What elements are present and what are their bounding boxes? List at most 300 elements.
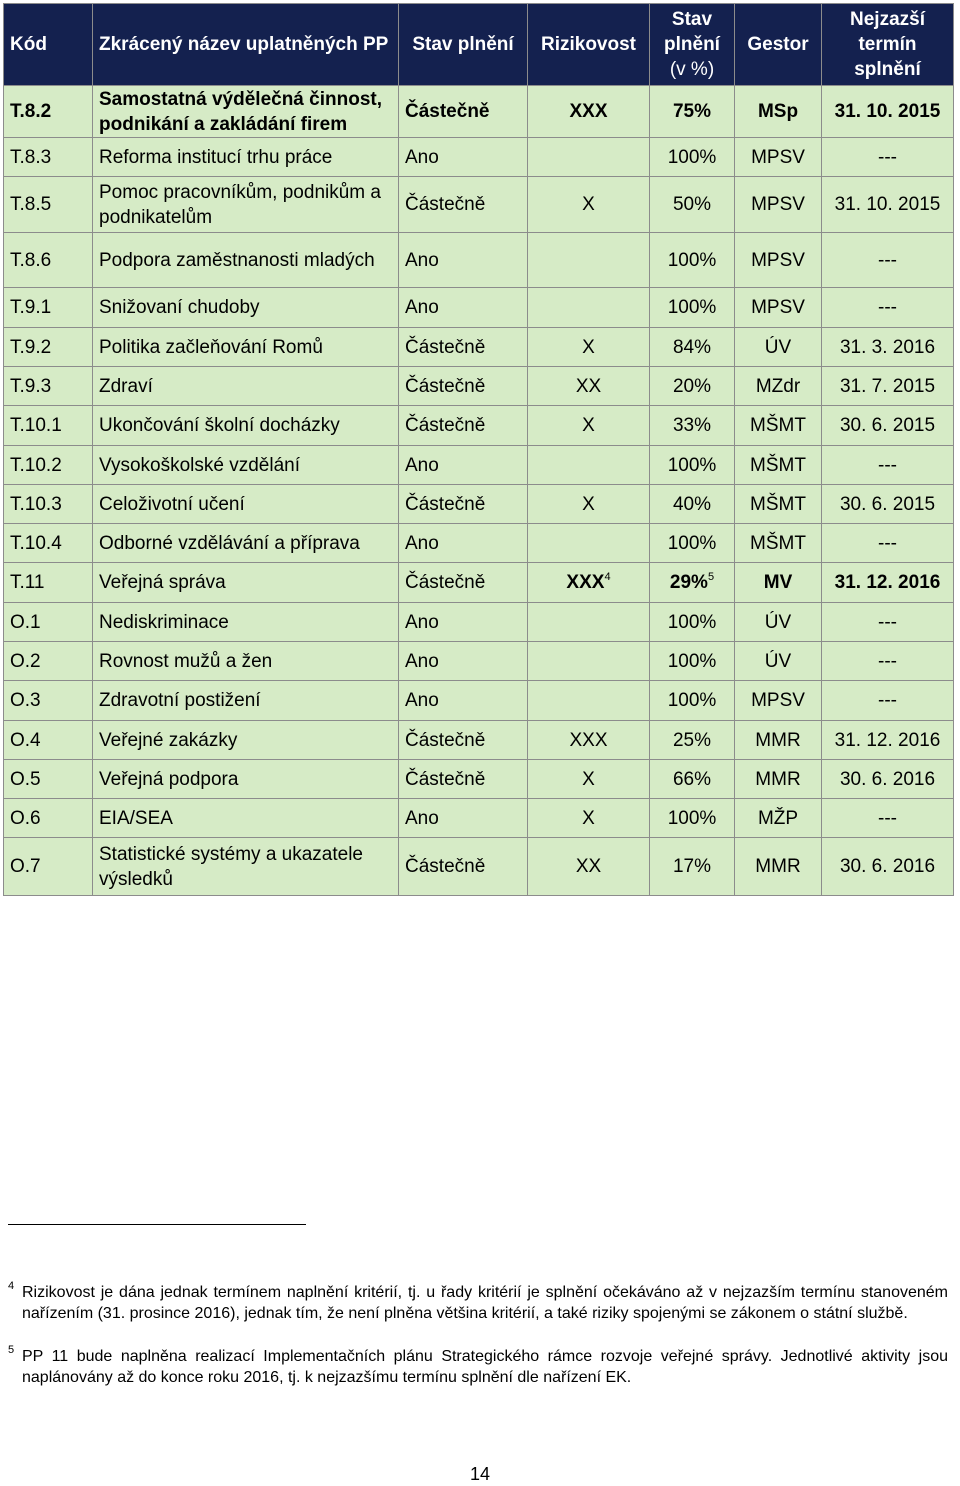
row-gestor-text: MŽP: [757, 807, 799, 829]
row-name: [93, 485, 399, 524]
row-deadline: [822, 799, 954, 838]
row-name-text: EIA/SEA: [99, 807, 173, 829]
row-code: [4, 177, 93, 233]
row-code-text: T.11: [10, 572, 45, 593]
row-gestor: [735, 288, 822, 328]
row-code: [4, 446, 93, 485]
row-code-text: T.10.3: [10, 493, 62, 515]
row-percent-text: 33%: [672, 415, 712, 436]
row-gestor: [735, 138, 822, 177]
row-percent-text: 20%: [672, 375, 712, 397]
row-name-text: Vysokoškolské vzdělání: [99, 454, 301, 476]
row-deadline: [822, 563, 954, 603]
row-percent-text: 100%: [667, 807, 717, 829]
row-percent: [650, 288, 735, 328]
row-status: [399, 642, 528, 681]
row-code-text: O.5: [10, 768, 41, 790]
row-name: [93, 603, 399, 642]
row-deadline: [822, 603, 954, 642]
row-percent: [650, 86, 735, 138]
row-status: [399, 233, 528, 288]
row-risk: [528, 328, 650, 367]
row-percent: [650, 760, 735, 799]
row-deadline: [822, 86, 954, 138]
row-name-text: Snižovaní chudoby: [99, 297, 260, 318]
row-name: [93, 721, 399, 760]
row-gestor: [735, 233, 822, 288]
row-risk: [528, 177, 650, 233]
row-deadline-text: ---: [878, 807, 897, 829]
row-code: [4, 721, 93, 760]
row-gestor-text: MŠMT: [750, 493, 806, 515]
row-code: [4, 563, 93, 603]
row-status-text: Částečně: [405, 856, 486, 877]
table-row: [4, 524, 954, 563]
row-deadline: [822, 485, 954, 524]
row-status: [399, 799, 528, 838]
row-deadline: [822, 760, 954, 799]
row-name: [93, 446, 399, 485]
row-status: [399, 524, 528, 563]
row-deadline: [822, 406, 954, 446]
row-code-text: T.10.2: [10, 454, 62, 476]
row-risk: [528, 642, 650, 681]
row-risk: [528, 681, 650, 721]
row-percent-text: 40%: [672, 493, 712, 515]
row-risk: [528, 721, 650, 760]
row-name-text: Veřejná správa: [99, 572, 226, 593]
footnote-5-number: 5: [8, 1344, 15, 1356]
row-code: [4, 328, 93, 367]
row-code: [4, 603, 93, 642]
row-deadline: [822, 328, 954, 367]
row-gestor: [735, 721, 822, 760]
row-deadline-text: 31. 10. 2015: [834, 194, 941, 215]
row-status-text: Částečně: [405, 572, 486, 593]
row-status-text: Částečně: [405, 415, 486, 436]
row-status-text: Ano: [405, 146, 439, 168]
row-code-text: T.8.5: [10, 194, 52, 215]
row-name-text: Reforma institucí trhu práce: [99, 146, 333, 168]
row-gestor: [735, 86, 822, 138]
row-deadline: [822, 524, 954, 563]
row-risk-text: X: [582, 768, 595, 790]
row-status-text: Ano: [405, 690, 439, 711]
row-percent: [650, 446, 735, 485]
row-code: [4, 86, 93, 138]
header-procento-line1: Stav: [671, 9, 713, 30]
row-deadline-text: ---: [878, 690, 897, 711]
row-percent-text: 100%: [667, 532, 717, 554]
table-row: [4, 642, 954, 681]
row-code-text: T.9.1: [10, 297, 52, 318]
table-body: [4, 86, 954, 896]
row-gestor: [735, 485, 822, 524]
row-code: [4, 288, 93, 328]
header-kod: Kód: [4, 4, 93, 86]
row-deadline: [822, 138, 954, 177]
row-deadline-text: 31. 10. 2015: [834, 101, 941, 122]
row-risk-text: X: [582, 493, 595, 515]
row-deadline-text: ---: [878, 297, 897, 318]
row-percent-text: 29%: [669, 572, 708, 593]
row-status: [399, 681, 528, 721]
row-deadline: [822, 177, 954, 233]
row-code-text: O.7: [10, 856, 41, 877]
row-name: [93, 799, 399, 838]
row-code: [4, 642, 93, 681]
table-row: [4, 446, 954, 485]
row-risk-text: X: [582, 336, 595, 358]
footnote-5: [8, 1346, 948, 1388]
row-status-text: Ano: [405, 249, 439, 271]
row-name-text: Rovnost mužů a žen: [99, 650, 273, 672]
row-deadline-text: 31. 12. 2016: [834, 729, 941, 751]
row-percent-text: 25%: [672, 729, 712, 751]
row-gestor-text: MMR: [755, 768, 801, 790]
row-risk: [528, 86, 650, 138]
row-gestor: [735, 367, 822, 406]
row-gestor: [735, 603, 822, 642]
row-status: [399, 446, 528, 485]
row-gestor-text: ÚV: [764, 611, 792, 633]
footnote-ref-4: 4: [604, 571, 611, 583]
row-percent: [650, 642, 735, 681]
row-status-text: Částečně: [405, 493, 486, 515]
row-gestor-text: MZdr: [755, 375, 801, 397]
row-status: [399, 838, 528, 896]
row-gestor: [735, 328, 822, 367]
row-name: [93, 563, 399, 603]
row-status: [399, 485, 528, 524]
row-deadline: [822, 721, 954, 760]
row-gestor-text: MPSV: [751, 690, 805, 711]
row-percent-text: 100%: [667, 146, 717, 168]
row-risk-text: XX: [575, 856, 602, 877]
row-name: [93, 642, 399, 681]
row-name: [93, 838, 399, 896]
row-status: [399, 721, 528, 760]
plneni-table: [3, 3, 954, 896]
row-name: [93, 406, 399, 446]
row-status-text: Ano: [405, 650, 439, 672]
row-risk: [528, 485, 650, 524]
row-risk: [528, 760, 650, 799]
row-status-text: Částečně: [405, 101, 490, 122]
row-name: [93, 288, 399, 328]
header-row: [4, 4, 954, 86]
row-name-text: Zdraví: [99, 375, 153, 397]
row-risk: [528, 406, 650, 446]
row-name-text: Samostatná výdělečná činnost, podnikání a zakládání firem: [99, 88, 382, 135]
row-percent: [650, 177, 735, 233]
row-risk: [528, 446, 650, 485]
row-status: [399, 563, 528, 603]
row-percent-text: 100%: [667, 454, 717, 476]
row-status-text: Částečně: [405, 768, 486, 790]
row-name: [93, 138, 399, 177]
row-deadline-text: 30. 6. 2015: [839, 493, 936, 515]
table-row: [4, 721, 954, 760]
table-row: [4, 681, 954, 721]
row-percent: [650, 485, 735, 524]
row-gestor-text: MPSV: [751, 194, 805, 215]
row-percent: [650, 328, 735, 367]
row-gestor-text: MPSV: [751, 146, 805, 168]
row-status-text: Částečně: [405, 729, 486, 751]
row-gestor-text: MSp: [757, 101, 799, 122]
row-gestor-text: MŠMT: [750, 532, 806, 554]
row-percent: [650, 138, 735, 177]
row-gestor: [735, 642, 822, 681]
row-status: [399, 328, 528, 367]
row-status: [399, 86, 528, 138]
row-code-text: T.9.2: [10, 336, 52, 358]
row-gestor-text: MPSV: [751, 249, 805, 271]
row-status-text: Částečně: [405, 194, 486, 215]
row-gestor: [735, 681, 822, 721]
row-status: [399, 367, 528, 406]
row-percent: [650, 367, 735, 406]
row-deadline-text: 30. 6. 2015: [839, 415, 936, 436]
row-code-text: O.1: [10, 611, 41, 633]
row-percent-text: 100%: [667, 611, 717, 633]
row-name-text: Celoživotní učení: [99, 493, 245, 515]
row-code: [4, 485, 93, 524]
row-deadline: [822, 681, 954, 721]
row-risk-text: XXX: [569, 729, 608, 751]
row-gestor: [735, 838, 822, 896]
row-percent: [650, 563, 735, 603]
row-percent-text: 100%: [667, 297, 717, 318]
row-risk: [528, 138, 650, 177]
row-risk-text: XXX: [566, 572, 605, 593]
row-risk-text: XXX: [569, 101, 608, 122]
row-status: [399, 406, 528, 446]
row-name-text: Pomoc pracovníkům, podnikům a podnikatelům: [99, 181, 381, 228]
row-percent: [650, 799, 735, 838]
page-number: 14: [469, 1464, 491, 1484]
row-gestor-text: MMR: [755, 729, 801, 751]
table-row: [4, 406, 954, 446]
row-percent-text: 100%: [667, 650, 717, 672]
footnote-ref-5: 5: [707, 571, 715, 583]
row-status: [399, 177, 528, 233]
row-deadline-text: ---: [878, 611, 897, 633]
table-row: [4, 177, 954, 233]
row-percent-text: 100%: [667, 249, 717, 271]
row-risk: [528, 799, 650, 838]
row-name: [93, 86, 399, 138]
row-code-text: O.6: [10, 807, 41, 829]
row-deadline: [822, 446, 954, 485]
table-row: [4, 563, 954, 603]
footnote-5-text: PP 11 bude naplněna realizací Implementačních plánu Strategického rámce rozvoje veřejné správy. Jednotlivé aktivity jsou naplánovány až do konce roku 2016, tj. k nejzazšímu termínu splnění dle nařízení EK.: [22, 1348, 948, 1386]
row-status-text: Částečně: [405, 336, 486, 358]
row-name: [93, 760, 399, 799]
header-termin: Nejzazší termín splnění: [822, 4, 954, 86]
table-row: [4, 799, 954, 838]
row-risk: [528, 603, 650, 642]
row-status-text: Ano: [405, 532, 439, 554]
row-code: [4, 367, 93, 406]
table-row: [4, 288, 954, 328]
row-deadline-text: 31. 3. 2016: [839, 336, 936, 358]
table-row: [4, 603, 954, 642]
row-percent-text: 75%: [672, 101, 712, 122]
row-gestor-text: MŠMT: [750, 415, 806, 436]
row-code: [4, 524, 93, 563]
row-percent-text: 17%: [672, 856, 712, 877]
row-name: [93, 177, 399, 233]
row-name-text: Odborné vzdělávání a příprava: [99, 532, 360, 554]
row-code-text: T.10.1: [10, 415, 62, 436]
row-status: [399, 760, 528, 799]
row-gestor-text: ÚV: [764, 650, 792, 672]
row-status: [399, 138, 528, 177]
row-status-text: Ano: [405, 611, 439, 633]
row-deadline: [822, 288, 954, 328]
table-row: [4, 138, 954, 177]
row-code-text: T.8.3: [10, 146, 52, 168]
header-nazev: Zkrácený název uplatněných PP: [93, 4, 399, 86]
row-risk: [528, 288, 650, 328]
row-gestor: [735, 799, 822, 838]
row-percent-text: 66%: [672, 768, 712, 790]
row-gestor-text: MPSV: [751, 297, 805, 318]
row-deadline-text: 31. 7. 2015: [839, 375, 936, 397]
header-rizikovost: Rizikovost: [528, 4, 650, 86]
row-code-text: O.4: [10, 729, 41, 751]
row-deadline-text: ---: [878, 249, 897, 271]
row-code: [4, 138, 93, 177]
row-percent: [650, 838, 735, 896]
row-name-text: Veřejná podpora: [99, 768, 239, 790]
row-risk: [528, 524, 650, 563]
row-risk-text: X: [582, 194, 595, 215]
row-deadline-text: 30. 6. 2016: [839, 856, 936, 877]
header-procento-line2: plnění: [664, 34, 720, 55]
row-name-text: Statistické systémy a ukazatele výsledků: [99, 843, 363, 890]
row-name-text: Nediskriminace: [99, 611, 229, 633]
row-deadline: [822, 642, 954, 681]
row-name: [93, 233, 399, 288]
row-code-text: T.8.6: [10, 249, 52, 271]
row-deadline-text: 30. 6. 2016: [839, 768, 936, 790]
row-risk: [528, 563, 650, 603]
row-status-text: Ano: [405, 454, 439, 476]
table-row: [4, 233, 954, 288]
row-code-text: O.2: [10, 650, 41, 672]
header-stav: Stav plnění: [399, 4, 528, 86]
row-risk-text: X: [582, 807, 595, 829]
row-risk: [528, 233, 650, 288]
row-gestor: [735, 446, 822, 485]
row-code: [4, 799, 93, 838]
row-code-text: T.10.4: [10, 532, 62, 554]
row-name: [93, 367, 399, 406]
table-row: [4, 86, 954, 138]
row-percent-text: 50%: [672, 194, 712, 215]
row-percent: [650, 603, 735, 642]
header-gestor: Gestor: [735, 4, 822, 86]
row-deadline: [822, 838, 954, 896]
row-gestor-text: MMR: [755, 856, 801, 877]
row-risk-text: X: [582, 415, 595, 436]
footnote-4: [8, 1282, 948, 1324]
header-procento-line3: (v %): [669, 59, 715, 80]
row-gestor-text: MŠMT: [750, 454, 806, 476]
row-name-text: Podpora zaměstnanosti mladých: [99, 249, 375, 271]
row-percent-text: 84%: [672, 336, 712, 358]
table-row: [4, 485, 954, 524]
row-deadline-text: ---: [878, 650, 897, 672]
row-name: [93, 681, 399, 721]
row-risk: [528, 367, 650, 406]
row-gestor: [735, 177, 822, 233]
row-code-text: O.3: [10, 690, 41, 711]
row-gestor-text: ÚV: [764, 336, 792, 358]
footnote-4-text: Rizikovost je dána jednak termínem naplnění kritérií, tj. u řady kritérií je splnění očekáváno až v nejzazším termínu stanoveném nařízením (31. prosince 2016), jednak tím, že není plněna většina kritérií, a také riziky spojenými se zákonem o státní službě.: [22, 1284, 948, 1322]
row-gestor: [735, 760, 822, 799]
row-name-text: Veřejné zakázky: [99, 729, 238, 751]
row-percent: [650, 681, 735, 721]
row-deadline-text: 31. 12. 2016: [834, 572, 941, 593]
row-name-text: Ukončování školní docházky: [99, 415, 340, 436]
row-deadline: [822, 233, 954, 288]
row-status-text: Částečně: [405, 375, 486, 397]
row-deadline: [822, 367, 954, 406]
row-deadline-text: ---: [878, 532, 897, 554]
row-name-text: Politika začleňování Romů: [99, 336, 323, 358]
row-deadline-text: ---: [878, 146, 897, 168]
row-gestor: [735, 524, 822, 563]
row-status: [399, 603, 528, 642]
table-row: [4, 367, 954, 406]
footnote-4-number: 4: [8, 1280, 15, 1292]
row-risk: [528, 838, 650, 896]
row-percent: [650, 721, 735, 760]
row-code-text: T.9.3: [10, 375, 52, 397]
row-code: [4, 681, 93, 721]
row-gestor-text: MV: [763, 572, 793, 593]
row-code: [4, 760, 93, 799]
table-row: [4, 760, 954, 799]
row-code: [4, 233, 93, 288]
row-code: [4, 406, 93, 446]
footnote-separator: [8, 1224, 306, 1225]
row-percent: [650, 524, 735, 563]
row-percent-text: 100%: [667, 690, 717, 711]
row-percent: [650, 233, 735, 288]
row-code: [4, 838, 93, 896]
row-gestor: [735, 563, 822, 603]
row-name: [93, 328, 399, 367]
row-name: [93, 524, 399, 563]
header-procento: [650, 4, 735, 86]
row-status-text: Ano: [405, 297, 439, 318]
row-percent: [650, 406, 735, 446]
row-deadline-text: ---: [878, 454, 897, 476]
table-row: [4, 838, 954, 896]
row-status-text: Ano: [405, 807, 439, 829]
row-name-text: Zdravotní postižení: [99, 690, 261, 711]
row-risk-text: XX: [575, 375, 602, 397]
row-gestor: [735, 406, 822, 446]
table-row: [4, 328, 954, 367]
row-status: [399, 288, 528, 328]
row-code-text: T.8.2: [10, 101, 52, 122]
